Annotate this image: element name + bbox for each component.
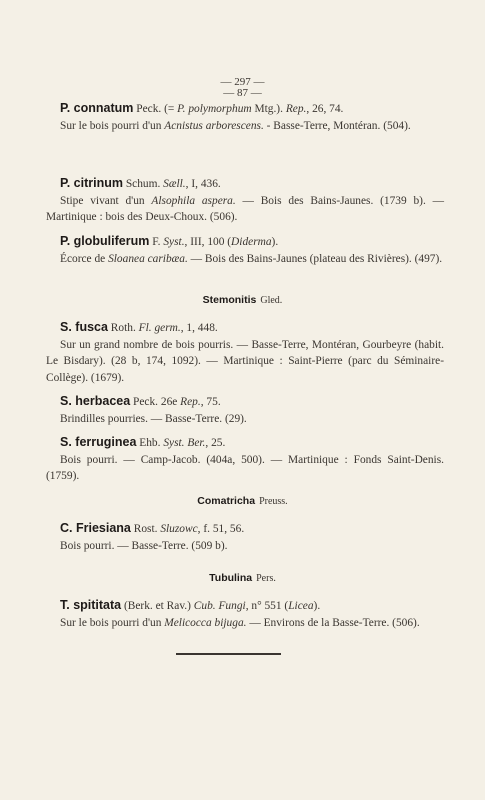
entry-heading: P. citrinum Schum. Sæll., I, 436. bbox=[60, 176, 221, 190]
entry-text: Sur un grand nombre de bois pourris. — Basse-Terre, Montéran, Gourbeyre (habit. Le Bisdary). (28 b, 174, 1092). — Martinique : Saint-Pierre (parc du Séminaire-Collège). (1679). bbox=[46, 338, 444, 384]
entry-heading: S. fusca Roth. Fl. germ., 1, 448. bbox=[60, 320, 218, 334]
species-name: P. citrinum bbox=[60, 176, 123, 190]
entry-t-spititata bbox=[46, 597, 444, 631]
entry-s-herbacea bbox=[46, 393, 444, 427]
species-name: S. herbacea bbox=[60, 394, 131, 408]
entry-p-citrinum bbox=[46, 175, 444, 226]
species-name: S. fusca bbox=[60, 320, 108, 334]
entry-text: Stipe vivant d'un Alsophila aspera. — Bois des Bains-Jaunes. (1739 b). — Martinique : bois des Deux-Choux. (506). bbox=[46, 194, 445, 223]
page-number-top: — 297 — bbox=[220, 76, 265, 88]
entry-s-ferruginea bbox=[46, 434, 444, 485]
entry-heading: S. ferruginea Ehb. Syst. Ber., 25. bbox=[60, 435, 226, 449]
entry-heading: P. globuliferum F. Syst., III, 100 (Diderma). bbox=[60, 234, 279, 248]
genus-heading-comatricha: Comatricha Preuss. bbox=[197, 495, 288, 507]
entry-text: Bois pourri. — Camp-Jacob. (404a, 500). — Martinique : Fonds Saint-Denis. (1759). bbox=[46, 453, 444, 482]
entry-text: Brindilles pourries. — Basse-Terre. (29). bbox=[60, 412, 247, 425]
entry-s-fusca bbox=[46, 319, 444, 386]
entry-heading: C. Friesiana Rost. Sluzowc, f. 51, 56. bbox=[60, 521, 245, 535]
species-name: S. ferruginea bbox=[60, 435, 137, 449]
entry-heading: P. connatum Peck. (= P. polymorphum Mtg.). Rep., 26, 74. bbox=[60, 101, 344, 115]
entry-p-globuliferum bbox=[46, 233, 444, 267]
entry-text: Sur le bois pourri d'un Acnistus arborescens. - Basse-Terre, Montéran. (504). bbox=[60, 119, 411, 132]
entry-heading: T. spititata (Berk. et Rav.) Cub. Fungi, n° 551 (Licea). bbox=[60, 598, 321, 612]
entry-c-friesiana bbox=[46, 520, 444, 554]
genus-heading-stemonitis: Stemonitis Gled. bbox=[202, 294, 283, 306]
entry-p-connatum bbox=[46, 100, 444, 134]
genus-heading-tubulina: Tubulina Pers. bbox=[209, 572, 276, 584]
species-name: C. Friesiana bbox=[60, 521, 131, 535]
species-name: P. globuliferum bbox=[60, 234, 150, 248]
species-name: P. connatum bbox=[60, 101, 134, 115]
species-name: T. spititata bbox=[60, 598, 122, 612]
entry-text: Bois pourri. — Basse-Terre. (509 b). bbox=[60, 539, 228, 552]
entry-text: Écorce de Sloanea caribæa. — Bois des Bains-Jaunes (plateau des Rivières). (497). bbox=[60, 252, 443, 265]
page-number-bottom: — 87 — bbox=[223, 87, 262, 99]
entry-heading: S. herbacea Peck. 26e Rep., 75. bbox=[60, 394, 221, 408]
end-rule bbox=[176, 653, 281, 655]
entry-text: Sur le bois pourri d'un Melicocca bijuga. — Environs de la Basse-Terre. (506). bbox=[60, 616, 420, 629]
